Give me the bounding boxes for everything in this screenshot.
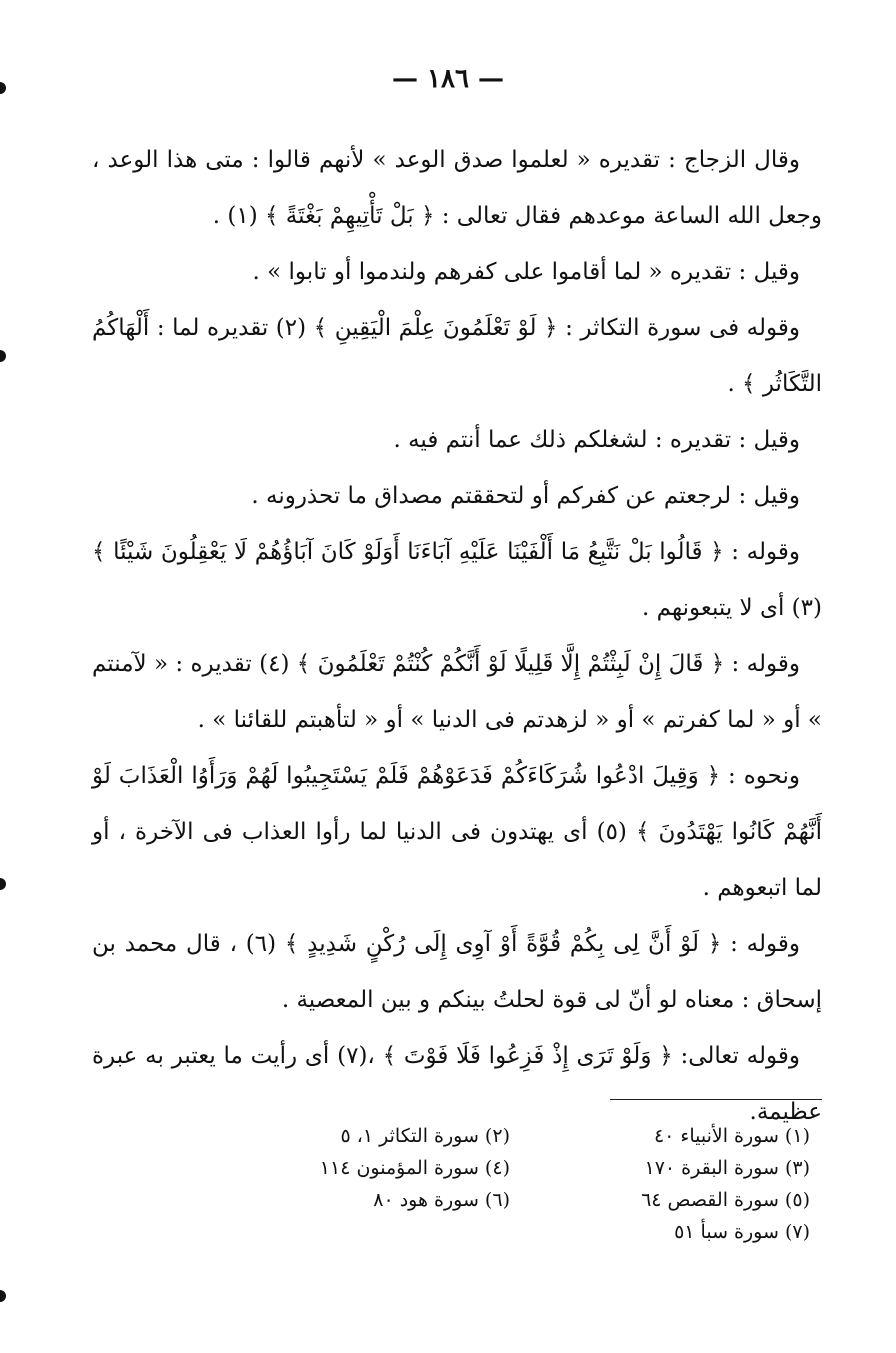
- scan-edge-mark: [0, 878, 6, 890]
- paragraph: وقيل : تقديره « لما أقاموا على كفرهم ولندموا أو تابوا » .: [252, 259, 800, 285]
- footnote-item: (٥) سورة القصص ٦٤: [641, 1189, 810, 1211]
- paragraph: وقيل : تقديره : لشغلكم ذلك عما أنتم فيه .: [393, 427, 800, 453]
- footnote-item: (١) سورة الأنبياء ٤٠: [653, 1125, 810, 1147]
- paragraph: وقوله : ﴿ قَالَ إِنْ لَبِثْتُمْ إِلَّا قَلِيلًا لَوْ أَنَّكُمْ كُنْتُمْ تَعْلَمُونَ ﴾ (٤) تقديره : « لآمنتم » أو « لما كفرتم » أو « لزهدتم فى الدنيا » أو « لتأهبتم للقائنا » .: [92, 651, 822, 733]
- footnote-item: (٢) سورة التكاثر ١، ٥: [340, 1125, 510, 1147]
- paragraph: وقوله : ﴿ قَالُوا بَلْ نَتَّبِعُ مَا أَلْفَيْنَا عَلَيْهِ آبَاءَنَا أَوَلَوْ كَانَ آبَاؤُهُمْ لَا يَعْقِلُونَ شَيْئًا ﴾ (٣) أى لا يتبعونهم .: [92, 539, 822, 621]
- footnote-item: (٦) سورة هود ٨٠: [373, 1189, 510, 1211]
- footnote-item: (٤) سورة المؤمنون ١١٤: [319, 1157, 510, 1179]
- paragraph: وقوله فى سورة التكاثر : ﴿ لَوْ تَعْلَمُونَ عِلْمَ الْيَقِينِ ﴾ (٢) تقديره لما : أَلْهَاكُمُ التَّكَاثُر ﴾ .: [92, 315, 822, 397]
- paragraph: وقيل : لرجعتم عن كفركم أو لتحققتم مصداق ما تحذرونه .: [251, 483, 800, 509]
- scan-edge-mark: [0, 1290, 6, 1302]
- paragraph: ونحوه : ﴿ وَقِيلَ ادْعُوا شُرَكَاءَكُمْ فَدَعَوْهُمْ فَلَمْ يَسْتَجِيبُوا لَهُمْ وَرَأَوُا الْعَذَابَ لَوْ أَنَّهُمْ كَانُوا يَهْتَدُونَ ﴾ (٥) أى يهتدون فى الدنيا لما رأوا العذاب فى الآخرة ، أو لما اتبعوهم .: [92, 763, 822, 901]
- page-number: — ١٨٦ —: [391, 64, 505, 94]
- body-text: [92, 132, 822, 1140]
- paragraph: وقوله تعالى: ﴿ وَلَوْ تَرَى إِذْ فَزِعُوا فَلَا فَوْتَ ﴾ ،(٧) أى رأيت ما يعتبر به عبرة عظيمة.: [92, 1043, 822, 1125]
- footnotes-odd-column: [610, 1120, 810, 1248]
- footnote-item: (٧) سورة سبأ ٥١: [674, 1221, 810, 1243]
- scan-edge-mark: [0, 350, 6, 362]
- paragraph: وقوله : ﴿ لَوْ أَنَّ لِى بِكُمْ قُوَّةً أَوْ آوِى إِلَى رُكْنٍ شَدِيدٍ ﴾ (٦) ، قال محمد بن إسحاق : معناه لو أنّ لى قوة لحلتُ بينكم و بين المعصية .: [92, 931, 822, 1013]
- footnote-item: (٣) سورة البقرة ١٧٠: [644, 1157, 810, 1179]
- paragraph: وقال الزجاج : تقديره « لعلموا صدق الوعد » لأنهم قالوا : متى هذا الوعد ، وجعل الله الساعة موعدهم فقال تعالى : ﴿ بَلْ تَأْتِيهِمْ بَغْتَةً ﴾ (١) .: [92, 147, 822, 229]
- footnotes-even-column: [290, 1120, 510, 1216]
- footnote-divider: [610, 1099, 822, 1100]
